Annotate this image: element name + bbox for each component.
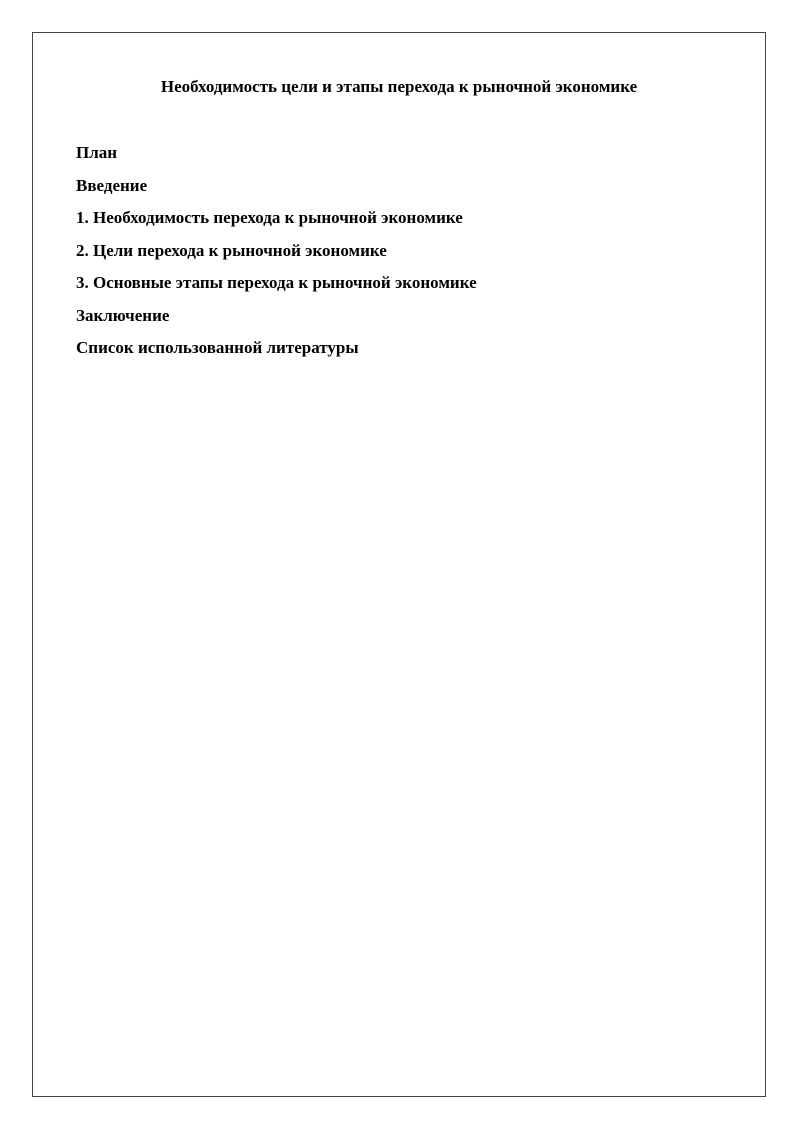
plan-item-references: Список использованной литературы bbox=[76, 338, 359, 357]
plan-heading: План bbox=[76, 143, 118, 162]
document-page bbox=[32, 32, 766, 1097]
plan-item-1: 1. Необходимость перехода к рыночной экономике bbox=[76, 208, 463, 227]
plan-item-3: 3. Основные этапы перехода к рыночной экономике bbox=[76, 273, 477, 292]
plan-item-conclusion: Заключение bbox=[76, 305, 170, 325]
plan-list bbox=[76, 142, 477, 370]
plan-item-2: 2. Цели перехода к рыночной экономике bbox=[76, 240, 387, 260]
document-title: Необходимость цели и этапы перехода к рыночной экономике bbox=[160, 77, 638, 96]
plan-item-introduction: Введение bbox=[76, 175, 148, 195]
